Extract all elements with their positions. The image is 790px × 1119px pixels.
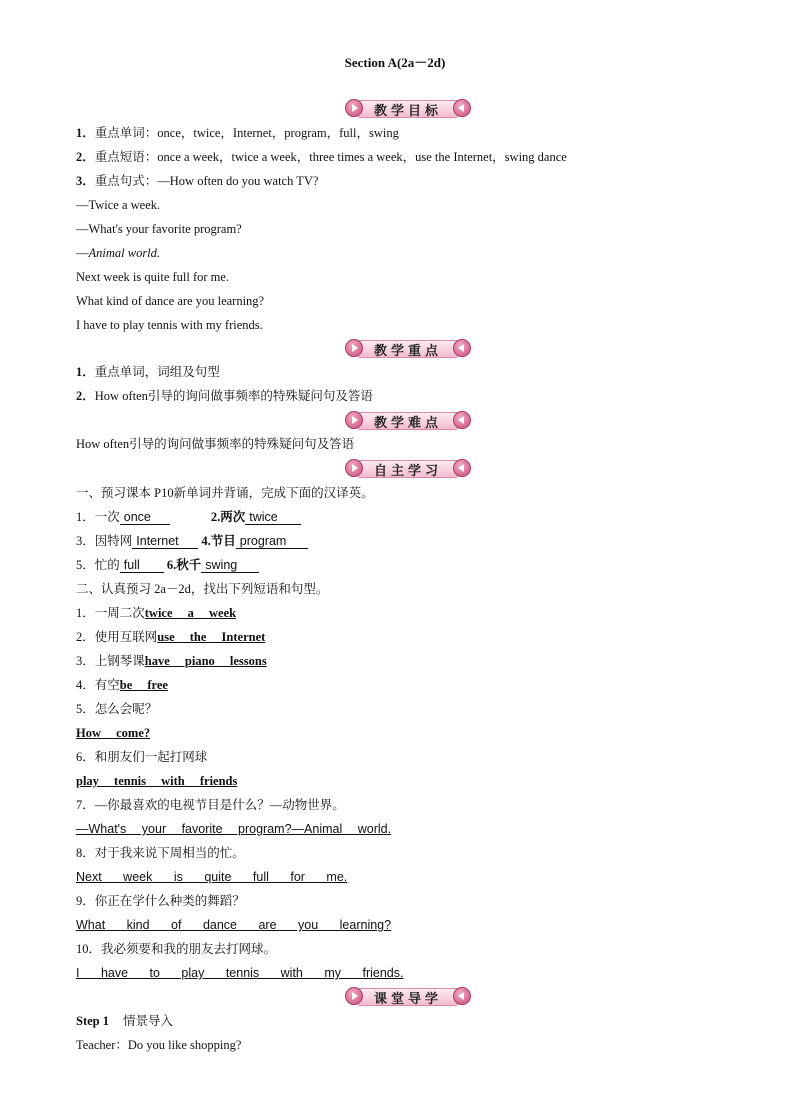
phrase-row-1: 1．一周二次twice a week [76,606,237,620]
phrase-row-7-label: 7．—你最喜欢的电视节目是什么？—动物世界。 [76,798,345,812]
objective-line-7: Next week is quite full for me. [76,270,230,284]
phrase-answer-5: How come? [76,726,151,740]
teacher-line: Teacher：Do you like shopping? [76,1038,242,1052]
phrase-row-8-label: 8．对于我来说下周相当的忙。 [76,846,245,860]
vocab-row-3: 5．忙的 full 6.秋千 swing [76,557,259,573]
phrase-answer-2: use the Internet [157,630,266,644]
objective-line-9: I have to play tennis with my friends. [76,318,263,332]
phrase-answer-6: play tennis with friends [76,774,238,788]
answer-internet: Internet [132,534,198,549]
page-title: Section A(2a－2d) [344,55,446,70]
phrase-row-10-label: 10．我必须要和我的朋友去打网球。 [76,942,277,956]
banner-class-guide [345,987,471,1005]
objective-line-1: 1．重点单词：once，twice，Internet，program，full，swing [76,126,399,140]
objective-line-4: —Twice a week. [76,198,161,212]
banner-key-points [345,339,471,357]
banner-label: 教学难点 [373,416,442,431]
banner-label: 教学目标 [373,104,442,119]
phrase-answer-4: be free [119,678,168,692]
banner-label: 课堂导学 [373,992,442,1007]
answer-program: program [236,534,308,549]
phrase-row-3: 3．上钢琴课have piano lessons [76,654,267,668]
phrase-row-2: 2．使用互联网use the Internet [76,630,266,644]
phrase-answer-8: Next week is quite full for me. [76,870,348,884]
banner-self-study [345,459,471,477]
self-study-part1-heading: 一、预习课本 P10新单词并背诵，完成下面的汉译英。 [76,486,374,500]
answer-once: once [120,510,170,525]
key-point-line-2: 2．How often引导的询问做事频率的特殊疑问句及答语 [76,389,373,403]
vocab-row-1: 1．一次 once 2.两次 twice [76,509,301,525]
phrase-answer-1: twice a week [144,606,237,620]
phrase-answer-7: —What's your favorite program?—Animal world. [76,822,392,836]
answer-twice: twice [245,510,301,525]
phrase-answer-9: What kind of dance are you learning? [76,918,392,932]
objective-line-3: 3．重点句式：—How often do you watch TV? [76,174,319,188]
objective-line-5: —What's your favorite program? [76,222,242,236]
banner-difficulties [345,411,471,429]
phrase-row-5-label: 5．怎么会呢？ [76,702,158,716]
phrase-row-4: 4．有空be free [76,678,168,692]
answer-full: full [120,558,164,573]
objective-line-6: —Animal world. [76,246,161,260]
phrase-answer-3: have piano lessons [144,654,267,668]
banner-label: 自主学习 [373,464,442,479]
objective-line-2: 2．重点短语：once a week，twice a week，three times a week，use the Internet，swing dance [76,150,567,164]
phrase-row-9-label: 9．你正在学什么种类的舞蹈？ [76,894,245,908]
vocab-row-2: 3．因特网 Internet 4.节目 program [76,533,308,549]
answer-swing: swing [201,558,259,573]
phrase-answer-10: I have to play tennis with my friends. [76,966,404,980]
objective-line-8: What kind of dance are you learning? [76,294,265,308]
banner-objectives [345,99,471,117]
difficulty-line-1: How often引导的询问做事频率的特殊疑问句及答语 [76,437,355,451]
banner-label: 教学重点 [373,344,442,359]
phrase-row-6-label: 6．和朋友们一起打网球 [76,750,208,764]
step-1-heading: Step 1 情景导入 [76,1014,174,1028]
self-study-part2-heading: 二、认真预习 2a－2d，找出下列短语和句型。 [76,582,329,596]
key-point-line-1: 1．重点单词，词组及句型 [76,365,220,379]
